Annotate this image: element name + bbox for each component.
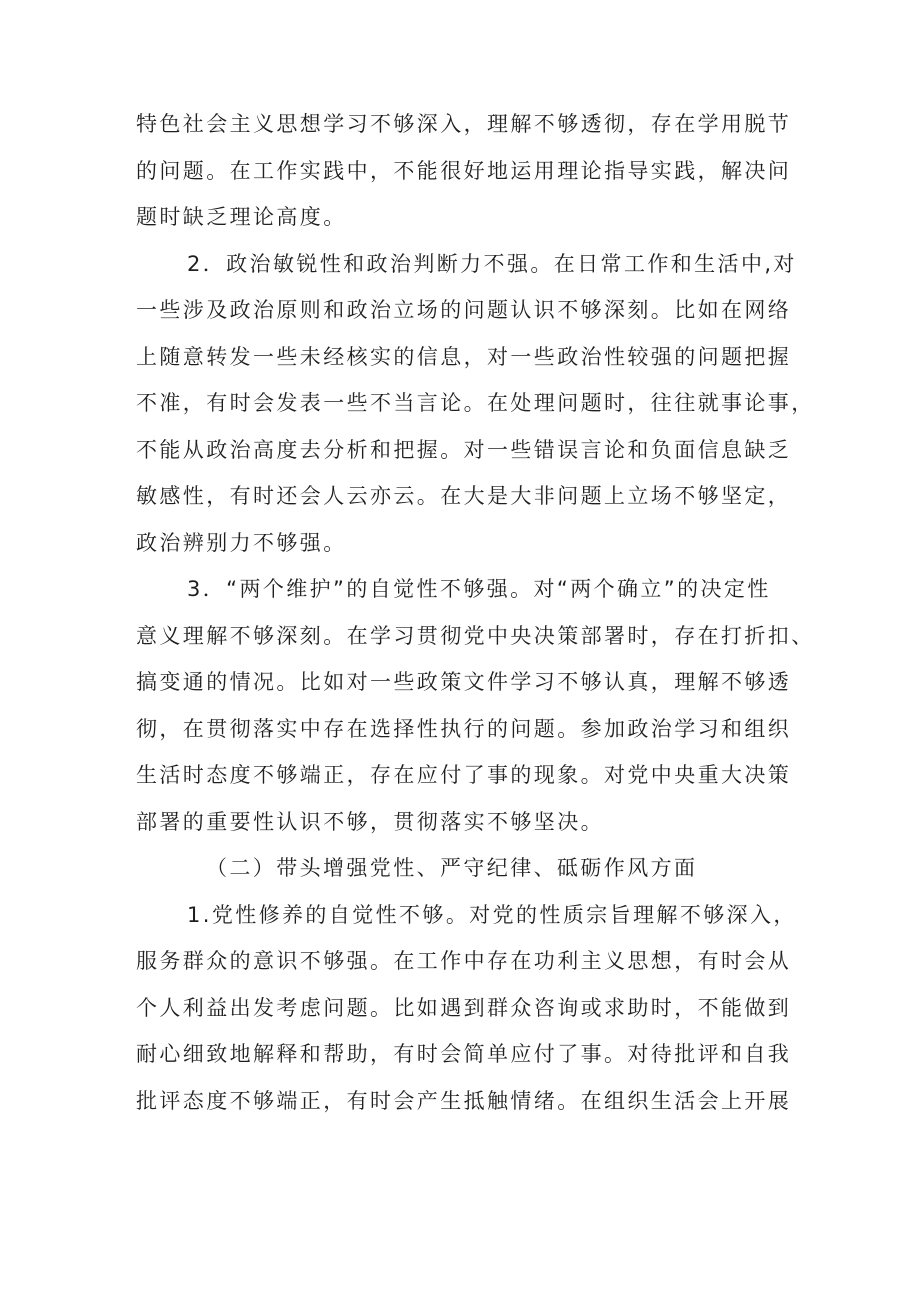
text-line: 生活时态度不够端正，存在应付了事的现象。对党中央重大决策 — [136, 763, 792, 787]
text-line: 特色社会主义思想学习不够深入，理解不够透彻，存在学用脱节 — [136, 112, 792, 136]
text-line: 一些涉及政治原则和政治立场的问题认识不够深刻。比如在网络 — [136, 298, 792, 322]
text-line: 服务群众的意识不够强。在工作中存在功利主义思想，有时会从 — [136, 949, 792, 973]
text-line: 搞变通的情况。比如对一些政策文件学习不够认真，理解不够透 — [136, 670, 792, 694]
text-line: 上随意转发一些未经核实的信息，对一些政治性较强的问题把握 — [136, 344, 792, 369]
text-line: 批评态度不够端正，有时会产生抵触情绪。在组织生活会上开展 — [136, 1088, 792, 1113]
text-line: 不准，有时会发表一些不当言论。在处理问题时，往往就事论事， — [136, 391, 815, 415]
text-line: 题时缺乏理论高度。 — [136, 205, 347, 229]
text-line: 个人利益出发考虑问题。比如遇到群众咨询或求助时，不能做到 — [136, 995, 792, 1020]
text-line: 耐心细致地解释和帮助，有时会简单应付了事。对待批评和自我 — [136, 1042, 792, 1066]
text-line: 的问题。在工作实践中，不能很好地运用理论指导实践，解决问 — [136, 158, 792, 183]
text-line: 部署的重要性认识不够，贯彻落实不够坚决。 — [136, 809, 604, 834]
section-heading: （二）带头增强党性、严守纪律、砥砺作风方面 — [206, 856, 698, 880]
text-line: 彻，在贯彻落实中存在选择性执行的问题。参加政治学习和组织 — [136, 716, 792, 741]
paragraph-1-start: 1.党性修养的自觉性不够。对党的性质宗旨理解不够深入， — [187, 902, 797, 927]
text-line: 政治辨别力不够强。 — [136, 530, 347, 555]
text-line: 敏感性，有时还会人云亦云。在大是大非问题上立场不够坚定， — [136, 484, 792, 508]
document-body — [136, 101, 815, 1124]
text-line: 不能从政治高度去分析和把握。对一些错误言论和负面信息缺乏 — [136, 437, 792, 462]
text-line: 意义理解不够深刻。在学习贯彻党中央决策部署时，存在打折扣、 — [136, 623, 815, 648]
paragraph-2-start: 2．政治敏锐性和政治判断力不强。在日常工作和生活中,对 — [187, 251, 797, 276]
paragraph-3-start: 3．“两个维护”的自觉性不够强。对“两个确立”的决定性 — [187, 577, 771, 601]
